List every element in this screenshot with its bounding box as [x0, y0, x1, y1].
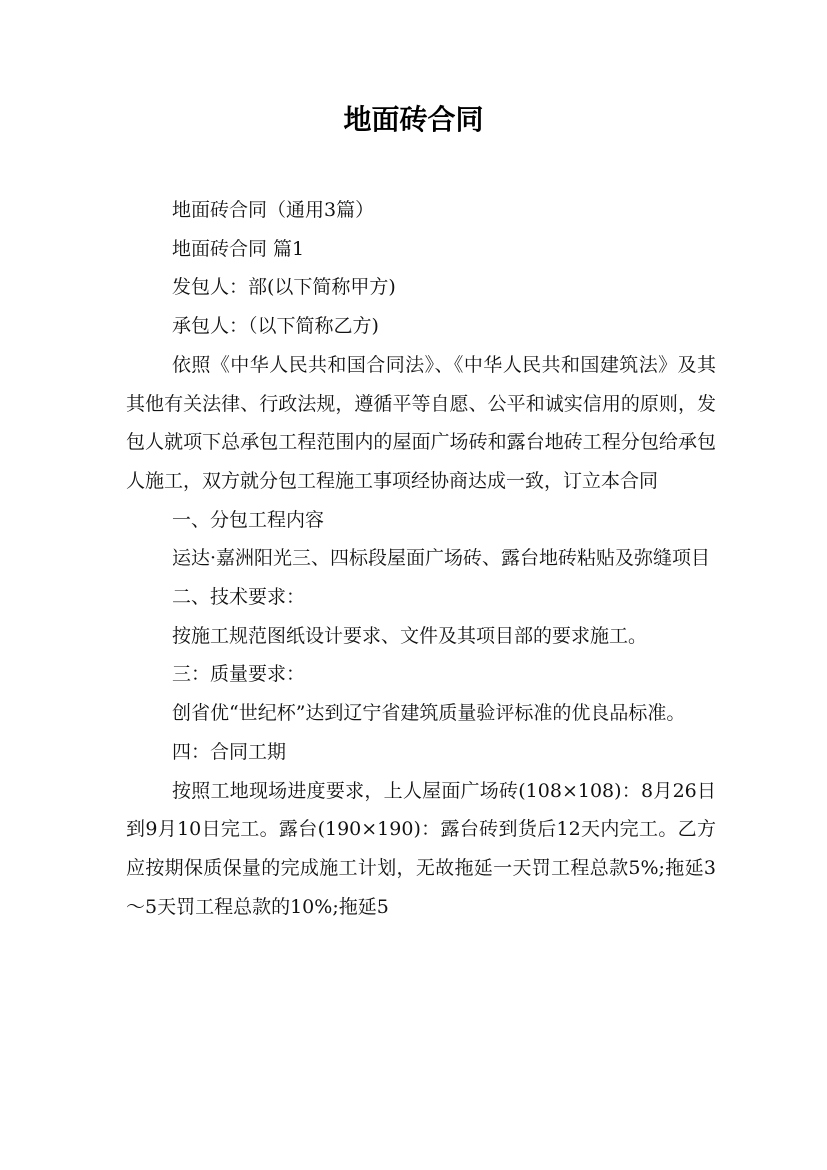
paragraph-contractor: 承包人：（以下简称乙方)	[172, 315, 379, 338]
paragraph-heading: 地面砖合同（通用3篇）	[172, 199, 375, 221]
document-title: 地面砖合同	[343, 103, 484, 136]
paragraph-technical: 按施工规范图纸设计要求、文件及其项目部的要求施工。	[172, 624, 648, 647]
document-body	[126, 191, 716, 926]
section-heading-quality: 三：质量要求：	[172, 663, 306, 686]
paragraph-quality: 创省优“世纪杯”达到辽宁省建筑质量验评标准的优良品标准。	[172, 702, 686, 725]
paragraph-employer: 发包人：部(以下简称甲方)	[172, 276, 396, 299]
section-heading-scope: 一、分包工程内容	[172, 508, 325, 531]
paragraph-subheading: 地面砖合同 篇1	[172, 237, 305, 260]
section-heading-technical: 二、技术要求：	[172, 586, 306, 609]
paragraph-schedule: 按照工地现场进度要求，上人屋面广场砖(108×108)：8月26日到9月10日完工。露台(190×190)：露台砖到货后12天内完工。乙方应按期保质保量的完成施工计划，无故拖延一天罚工程总款5%;拖延3～5天罚工程总款的10%;拖延5	[126, 779, 716, 918]
paragraph-scope: 运达·嘉洲阳光三、四标段屋面广场砖、露台地砖粘贴及弥缝项目	[172, 547, 711, 570]
section-heading-schedule: 四：合同工期	[172, 740, 287, 763]
paragraph-preamble: 依照《中华人民共和国合同法》、《中华人民共和国建筑法》及其其他有关法律、行政法规，遵循平等自愿、公平和诚实信用的原则，发包人就项下总承包工程范围内的屋面广场砖和露台地砖工程分包给承包人施工，双方就分包工程施工事项经协商达成一致，订立本合同	[126, 353, 716, 492]
